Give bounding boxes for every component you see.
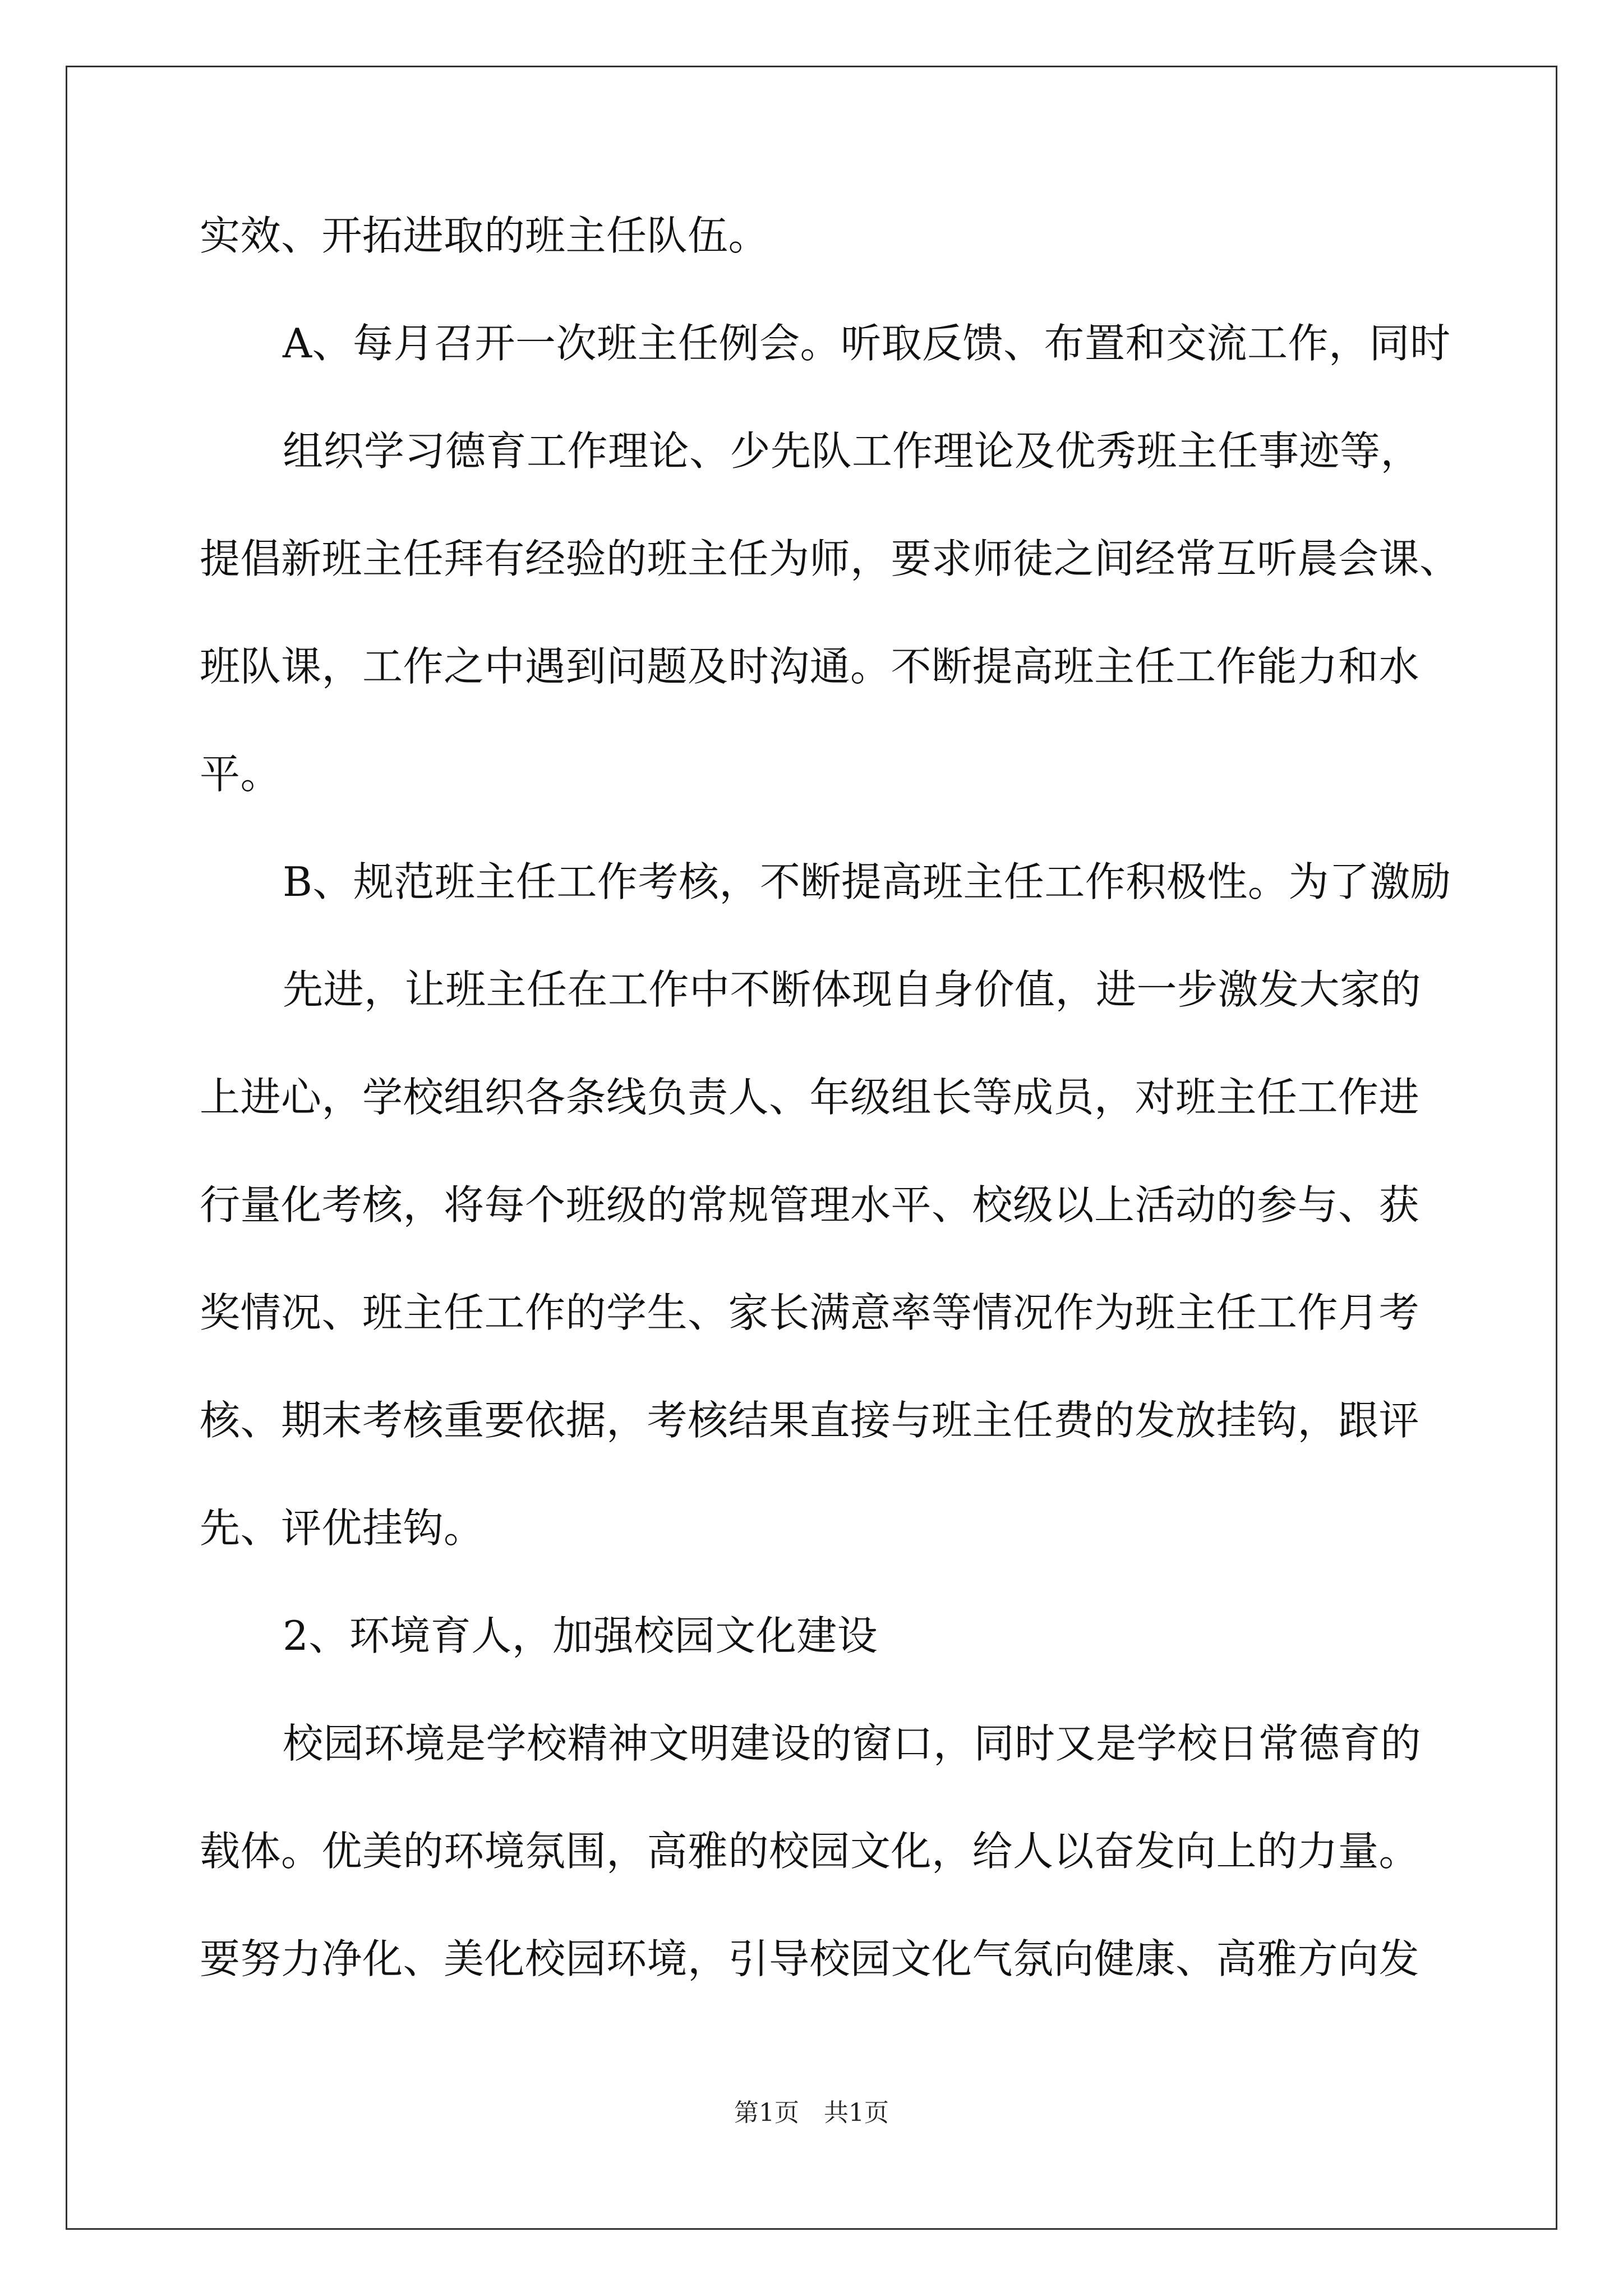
text-line-5: 班队课，工作之中遇到问题及时沟通。不断提高班主任工作能力和水: [200, 643, 1420, 690]
page-border: [66, 66, 1557, 2230]
text-line-2: A、每月召开一次班主任例会。听取反馈、布置和交流工作，同时: [283, 320, 1451, 367]
section-heading: 2、环境育人，加强校园文化建设: [283, 1612, 878, 1659]
text-line-16: 载体。优美的环境氛围，高雅的校园文化，给人以奋发向上的力量。: [200, 1828, 1420, 1875]
text-line-1: 实效、开拓进取的班主任队伍。: [200, 212, 769, 259]
text-line-10: 行量化考核，将每个班级的常规管理水平、校级以上活动的参与、获: [200, 1181, 1420, 1228]
text-line-15: 校园环境是学校精神文明建设的窗口，同时又是学校日常德育的: [283, 1720, 1422, 1767]
text-line-12: 核、期末考核重要依据，考核结果直接与班主任费的发放挂钩，跟评: [200, 1397, 1420, 1444]
text-line-17: 要努力净化、美化校园环境，引导校园文化气氛向健康、高雅方向发: [200, 1935, 1420, 1982]
text-line-4: 提倡新班主任拜有经验的班主任为师，要求师徒之间经常互听晨会课、: [200, 535, 1460, 582]
text-line-7: B、规范班主任工作考核，不断提高班主任工作积极性。为了激励: [283, 858, 1451, 905]
text-line-8: 先进，让班主任在工作中不断体现自身价值，进一步激发大家的: [283, 966, 1422, 1013]
text-line-11: 奖情况、班主任工作的学生、家长满意率等情况作为班主任工作月考: [200, 1289, 1420, 1336]
text-line-3: 组织学习德育工作理论、少先队工作理论及优秀班主任事迹等，: [283, 427, 1422, 475]
page-number-footer: 第1页 共1页: [734, 2099, 889, 2127]
text-line-6: 平。: [200, 751, 282, 798]
text-line-9: 上进心，学校组织各条线负责人、年级组长等成员，对班主任工作进: [200, 1074, 1420, 1121]
text-line-13: 先、评优挂钩。: [200, 1504, 485, 1552]
